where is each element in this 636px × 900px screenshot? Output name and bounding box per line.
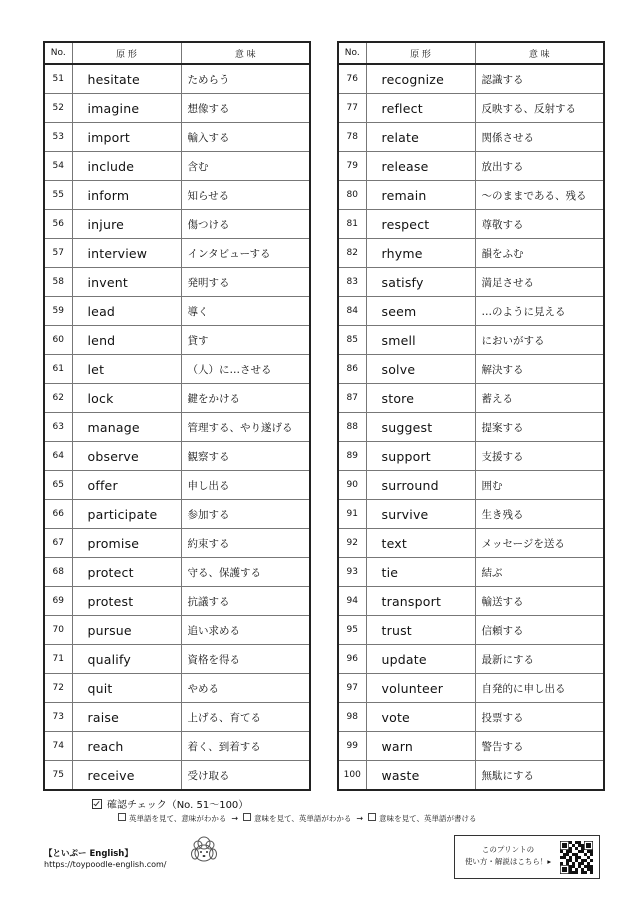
table-row (338, 761, 604, 791)
row-number: 99 (338, 732, 366, 761)
english-word: include (72, 152, 181, 181)
table-row (338, 471, 604, 500)
table-row (338, 181, 604, 210)
row-number: 97 (338, 674, 366, 703)
checkbox-step-1[interactable]: 英単語を見て、意味がわかる (118, 813, 226, 824)
header-base-form: 原 形 (366, 42, 475, 64)
english-word: support (366, 442, 475, 471)
japanese-meaning: 鍵をかける (181, 384, 310, 413)
table-row (338, 587, 604, 616)
english-word: trust (366, 616, 475, 645)
row-number: 55 (44, 181, 72, 210)
row-number: 98 (338, 703, 366, 732)
vocab-table-left-body (44, 64, 310, 790)
japanese-meaning: 資格を得る (181, 645, 310, 674)
table-row (44, 616, 310, 645)
japanese-meaning: 約束する (181, 529, 310, 558)
row-number: 95 (338, 616, 366, 645)
japanese-meaning: 最新にする (475, 645, 604, 674)
row-number: 84 (338, 297, 366, 326)
english-word: interview (72, 239, 181, 268)
row-number: 86 (338, 355, 366, 384)
row-number: 65 (44, 471, 72, 500)
table-row (44, 152, 310, 181)
japanese-meaning: 満足させる (475, 268, 604, 297)
table-row (44, 761, 310, 791)
table-row (44, 64, 310, 94)
row-number: 53 (44, 123, 72, 152)
english-word: observe (72, 442, 181, 471)
table-row (44, 94, 310, 123)
row-number: 69 (44, 587, 72, 616)
english-word: survive (366, 500, 475, 529)
japanese-meaning: （人）に…させる (181, 355, 310, 384)
table-row (338, 413, 604, 442)
table-row (338, 64, 604, 94)
table-row (338, 239, 604, 268)
english-word: surround (366, 471, 475, 500)
row-number: 62 (44, 384, 72, 413)
check-steps (118, 813, 476, 824)
row-number: 59 (44, 297, 72, 326)
row-number: 83 (338, 268, 366, 297)
japanese-meaning: 韻をふむ (475, 239, 604, 268)
table-row (338, 384, 604, 413)
english-word: quit (72, 674, 181, 703)
empty-checkbox-icon (243, 813, 251, 821)
table-row (338, 355, 604, 384)
row-number: 72 (44, 674, 72, 703)
english-word: remain (366, 181, 475, 210)
japanese-meaning: 傷つける (181, 210, 310, 239)
english-word: protest (72, 587, 181, 616)
table-row (44, 239, 310, 268)
english-word: participate (72, 500, 181, 529)
row-number: 96 (338, 645, 366, 674)
table-row (338, 616, 604, 645)
row-number: 75 (44, 761, 72, 791)
japanese-meaning: 申し出る (181, 471, 310, 500)
english-word: update (366, 645, 475, 674)
table-row (44, 471, 310, 500)
japanese-meaning: 自発的に申し出る (475, 674, 604, 703)
japanese-meaning: インタビューする (181, 239, 310, 268)
japanese-meaning: 着く、到着する (181, 732, 310, 761)
japanese-meaning: 輸送する (475, 587, 604, 616)
english-word: reach (72, 732, 181, 761)
row-number: 77 (338, 94, 366, 123)
japanese-meaning: 受け取る (181, 761, 310, 791)
table-row (338, 442, 604, 471)
table-row (44, 297, 310, 326)
empty-checkbox-icon (118, 813, 126, 821)
english-word: inform (72, 181, 181, 210)
header-meaning: 意 味 (181, 42, 310, 64)
row-number: 70 (44, 616, 72, 645)
row-number: 68 (44, 558, 72, 587)
english-word: pursue (72, 616, 181, 645)
english-word: rhyme (366, 239, 475, 268)
row-number: 79 (338, 152, 366, 181)
japanese-meaning: 上げる、育てる (181, 703, 310, 732)
row-number: 92 (338, 529, 366, 558)
english-word: qualify (72, 645, 181, 674)
row-number: 66 (44, 500, 72, 529)
site-url-link[interactable]: https://toypoodle-english.com/ (44, 860, 167, 869)
english-word: satisfy (366, 268, 475, 297)
english-word: manage (72, 413, 181, 442)
header-no: No. (44, 42, 72, 64)
table-row (44, 529, 310, 558)
japanese-meaning: やめる (181, 674, 310, 703)
english-word: import (72, 123, 181, 152)
row-number: 56 (44, 210, 72, 239)
table-row (44, 210, 310, 239)
table-row (44, 326, 310, 355)
table-row (338, 152, 604, 181)
row-number: 91 (338, 500, 366, 529)
table-row (44, 355, 310, 384)
english-word: raise (72, 703, 181, 732)
row-number: 64 (44, 442, 72, 471)
english-word: text (366, 529, 475, 558)
japanese-meaning: 囲む (475, 471, 604, 500)
table-row (44, 703, 310, 732)
japanese-meaning: 参加する (181, 500, 310, 529)
table-row (338, 558, 604, 587)
japanese-meaning: 管理する、やり遂げる (181, 413, 310, 442)
english-word: reflect (366, 94, 475, 123)
row-number: 78 (338, 123, 366, 152)
english-word: smell (366, 326, 475, 355)
japanese-meaning: 放出する (475, 152, 604, 181)
table-row (338, 210, 604, 239)
table-row (44, 645, 310, 674)
japanese-meaning: 解決する (475, 355, 604, 384)
japanese-meaning: 信頼する (475, 616, 604, 645)
checkbox-step-3[interactable]: 意味を見て、英単語が書ける (368, 813, 476, 824)
japanese-meaning: 無駄にする (475, 761, 604, 791)
poodle-logo-icon (186, 834, 222, 868)
table-row (338, 326, 604, 355)
japanese-meaning: 想像する (181, 94, 310, 123)
english-word: respect (366, 210, 475, 239)
english-word: relate (366, 123, 475, 152)
table-row (338, 94, 604, 123)
english-word: transport (366, 587, 475, 616)
table-row (338, 703, 604, 732)
row-number: 88 (338, 413, 366, 442)
english-word: warn (366, 732, 475, 761)
vocab-table-left (43, 41, 311, 791)
row-number: 74 (44, 732, 72, 761)
japanese-meaning: 抗議する (181, 587, 310, 616)
row-number: 57 (44, 239, 72, 268)
header-base-form: 原 形 (72, 42, 181, 64)
japanese-meaning: 蓄える (475, 384, 604, 413)
japanese-meaning: 知らせる (181, 181, 310, 210)
guide-text: このプリントの 使い方・解説はこちら！▸ (464, 845, 552, 866)
english-word: promise (72, 529, 181, 558)
arrow-icon: → (231, 814, 239, 823)
check-box-icon (92, 799, 102, 809)
english-word: store (366, 384, 475, 413)
row-number: 51 (44, 64, 72, 94)
japanese-meaning: においがする (475, 326, 604, 355)
japanese-meaning: 尊敬する (475, 210, 604, 239)
qr-code-icon[interactable] (560, 841, 593, 874)
english-word: vote (366, 703, 475, 732)
japanese-meaning: 支援する (475, 442, 604, 471)
row-number: 100 (338, 761, 366, 791)
row-number: 80 (338, 181, 366, 210)
header-no: No. (338, 42, 366, 64)
japanese-meaning: 含む (181, 152, 310, 181)
english-word: imagine (72, 94, 181, 123)
guide-link-box[interactable] (454, 835, 600, 879)
table-row (44, 384, 310, 413)
english-word: invent (72, 268, 181, 297)
table-row (44, 500, 310, 529)
row-number: 73 (44, 703, 72, 732)
japanese-meaning: 発明する (181, 268, 310, 297)
table-row (44, 558, 310, 587)
row-number: 52 (44, 94, 72, 123)
english-word: release (366, 152, 475, 181)
table-row (338, 500, 604, 529)
row-number: 90 (338, 471, 366, 500)
vocab-table-right (337, 41, 605, 791)
row-number: 60 (44, 326, 72, 355)
table-row (44, 587, 310, 616)
english-word: lend (72, 326, 181, 355)
english-word: tie (366, 558, 475, 587)
table-row (44, 123, 310, 152)
japanese-meaning: 認識する (475, 64, 604, 94)
english-word: recognize (366, 64, 475, 94)
japanese-meaning: 輸入する (181, 123, 310, 152)
table-row (338, 674, 604, 703)
header-meaning: 意 味 (475, 42, 604, 64)
row-number: 76 (338, 64, 366, 94)
empty-checkbox-icon (368, 813, 376, 821)
row-number: 67 (44, 529, 72, 558)
japanese-meaning: 警告する (475, 732, 604, 761)
checkbox-step-2[interactable]: 意味を見て、英単語がわかる (243, 813, 351, 824)
japanese-meaning: ～のままである、残る (475, 181, 604, 210)
brand-name: 【といぷー English】 (44, 849, 133, 859)
japanese-meaning: 投票する (475, 703, 604, 732)
table-row (338, 297, 604, 326)
row-number: 87 (338, 384, 366, 413)
table-header-row (44, 42, 310, 64)
row-number: 61 (44, 355, 72, 384)
japanese-meaning: 提案する (475, 413, 604, 442)
english-word: lead (72, 297, 181, 326)
japanese-meaning: 生き残る (475, 500, 604, 529)
japanese-meaning: …のように見える (475, 297, 604, 326)
vocab-table-right-body (338, 64, 604, 790)
row-number: 94 (338, 587, 366, 616)
table-row (44, 442, 310, 471)
row-number: 93 (338, 558, 366, 587)
table-row (338, 123, 604, 152)
english-word: lock (72, 384, 181, 413)
english-word: seem (366, 297, 475, 326)
table-row (44, 732, 310, 761)
japanese-meaning: ためらう (181, 64, 310, 94)
english-word: suggest (366, 413, 475, 442)
table-row (338, 268, 604, 297)
row-number: 54 (44, 152, 72, 181)
table-row (338, 732, 604, 761)
table-row (338, 529, 604, 558)
table-row (44, 181, 310, 210)
table-row (338, 645, 604, 674)
row-number: 82 (338, 239, 366, 268)
japanese-meaning: 関係させる (475, 123, 604, 152)
japanese-meaning: 守る、保護する (181, 558, 310, 587)
row-number: 71 (44, 645, 72, 674)
check-title-text: 確認チェック（No. 51～100） (107, 800, 249, 811)
japanese-meaning: 観察する (181, 442, 310, 471)
english-word: volunteer (366, 674, 475, 703)
table-row (44, 674, 310, 703)
row-number: 85 (338, 326, 366, 355)
row-number: 58 (44, 268, 72, 297)
japanese-meaning: 導く (181, 297, 310, 326)
japanese-meaning: 反映する、反射する (475, 94, 604, 123)
row-number: 89 (338, 442, 366, 471)
japanese-meaning: 貸す (181, 326, 310, 355)
english-word: waste (366, 761, 475, 791)
arrow-icon: → (356, 814, 364, 823)
english-word: let (72, 355, 181, 384)
english-word: offer (72, 471, 181, 500)
table-row (44, 268, 310, 297)
english-word: protect (72, 558, 181, 587)
row-number: 81 (338, 210, 366, 239)
table-header-row (338, 42, 604, 64)
english-word: injure (72, 210, 181, 239)
check-section-title (92, 796, 248, 811)
japanese-meaning: 結ぶ (475, 558, 604, 587)
english-word: hesitate (72, 64, 181, 94)
japanese-meaning: 追い求める (181, 616, 310, 645)
japanese-meaning: メッセージを送る (475, 529, 604, 558)
english-word: receive (72, 761, 181, 791)
english-word: solve (366, 355, 475, 384)
table-row (44, 413, 310, 442)
row-number: 63 (44, 413, 72, 442)
